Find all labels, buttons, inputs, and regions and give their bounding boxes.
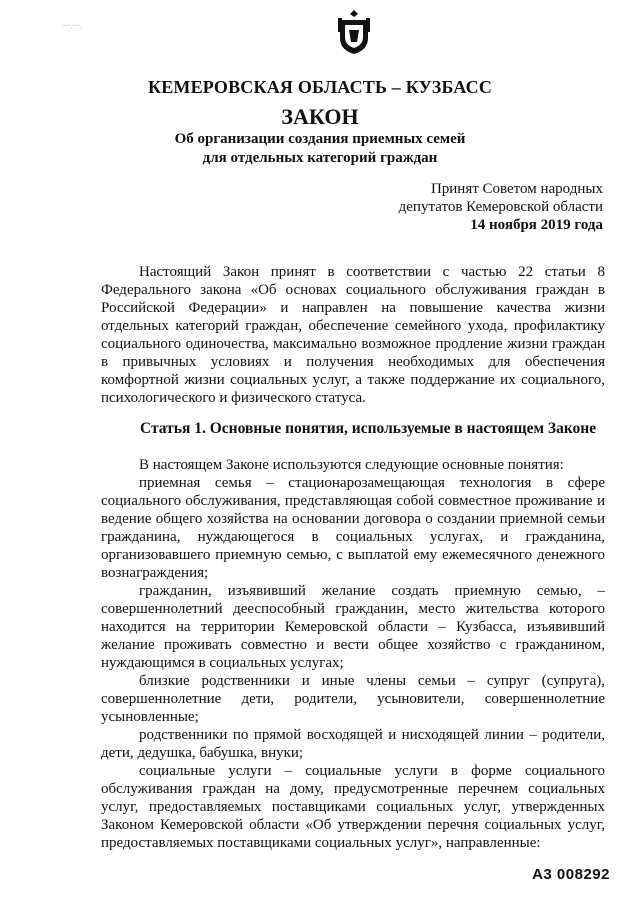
adoption-line-2: депутатов Кемеровской области (398, 199, 603, 215)
article-1-title: Статья 1. Основные понятия, используемые в настоящем Законе (140, 420, 597, 437)
adoption-line-1: Принят Советом народных (430, 181, 603, 197)
definition-direct-line-relatives: родственники по прямой восходящей и нисходящей линии – родители, дети, дедушка, бабушка, внуки; (101, 727, 605, 761)
definitions-intro: В настоящем Законе используются следующие основные понятия: (139, 457, 564, 473)
law-title (0, 130, 640, 168)
region-heading: КЕМЕРОВСКАЯ ОБЛАСТЬ – КУЗБАСС (147, 77, 493, 97)
definition-foster-family: приемная семья – стационарозамещающая технология в сфере социального обслуживания, представляющая собой совместное проживание и ведение общего хозяйства на основании договора о создании приемной семьи гражданина, нуждающегося в социальных услугах, и гражданина, организовавшего приемную семью, с выплатой ему ежемесячного денежного вознаграждения; (101, 475, 605, 581)
law-title-line-2: для отдельных категорий граждан (202, 150, 438, 166)
coat-of-arms-emblem (336, 8, 372, 56)
definition-close-relatives: близкие родственники и иные члены семьи – супруг (супруга), совершеннолетние дети, родители, усыновители, совершеннолетние усыновленные; (101, 673, 605, 725)
definition-applicant: гражданин, изъявивший желание создать приемную семью, – совершеннолетний дееспособный гражданин, место жительства которого находится на территории Кемеровской области – Кузбасса, изъявивший желание проживать совместно и вести общее хозяйство с гражданином, нуждающимся в социальных услугах; (101, 583, 605, 671)
law-title-line-1: Об организации создания приемных семей (174, 131, 466, 147)
adoption-date: 14 ноября 2019 года (470, 217, 603, 233)
definition-social-services: социальные услуги – социальные услуги в форме социального обслуживания граждан на дому, предусмотренные перечнем социальных услуг, предоставляемых поставщиками социальных услуг, утвержденных Законом Кемеровской области «Об утверждении перечня социальных услуг, предоставляемых поставщиками социальных услуг», направленные: (101, 763, 605, 851)
article-1-body (101, 456, 605, 852)
adoption-block (399, 180, 603, 234)
form-serial-number: А3 008292 (532, 866, 610, 883)
preamble-paragraph: Настоящий Закон принят в соответствии с частью 22 статьи 8 Федерального закона «Об основах социального обслуживания граждан в Российской Федерации» и направлен на повышение качества жизни отдельных категорий граждан, обеспечение семейного ухода, профилактику социального одиночества, максимально возможное продление жизни граждан в привычных условиях и получения необходимых для обеспечения комфортной жизни социальных услуг, а также поддержание их социального, психологического и физического статуса. (101, 264, 605, 406)
document-type-heading: ЗАКОН (281, 104, 359, 129)
corner-mark: ~~.~~. (63, 22, 82, 30)
preamble (101, 263, 605, 407)
